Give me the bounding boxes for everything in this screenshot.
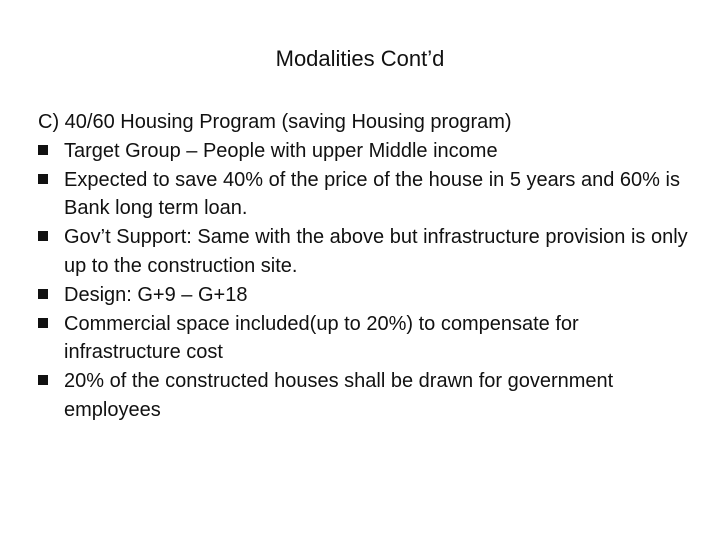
bullet-item-government-employees [38, 367, 688, 425]
slide-title: Modalities Cont’d [275, 46, 445, 71]
bullet-text: 20% of the constructed houses shall be drawn for government employees [64, 370, 614, 421]
square-bullet-icon [38, 375, 48, 385]
bullet-list [38, 137, 688, 425]
bullet-item-target-group [38, 137, 688, 166]
bullet-item-commercial-space [38, 310, 688, 368]
square-bullet-icon [38, 318, 48, 328]
square-bullet-icon [38, 174, 48, 184]
square-bullet-icon [38, 231, 48, 241]
bullet-text: Gov’t Support: Same with the above but infrastructure provision is only up to the construction site. [64, 226, 688, 277]
bullet-item-design [38, 281, 688, 310]
bullet-text: Commercial space included(up to 20%) to compensate for infrastructure cost [64, 312, 579, 364]
bullet-item-gov-support [38, 223, 688, 281]
square-bullet-icon [38, 289, 48, 299]
slide-content [38, 108, 688, 425]
section-heading: C) 40/60 Housing Program (saving Housing program) [38, 111, 512, 133]
bullet-text: Design: G+9 – G+18 [64, 283, 248, 306]
bullet-item-expected-saving [38, 166, 688, 224]
square-bullet-icon [38, 145, 48, 155]
bullet-text: Expected to save 40% of the price of the house in 5 years and 60% is Bank long term loan. [64, 168, 680, 220]
bullet-text: Target Group – People with upper Middle income [64, 139, 498, 162]
